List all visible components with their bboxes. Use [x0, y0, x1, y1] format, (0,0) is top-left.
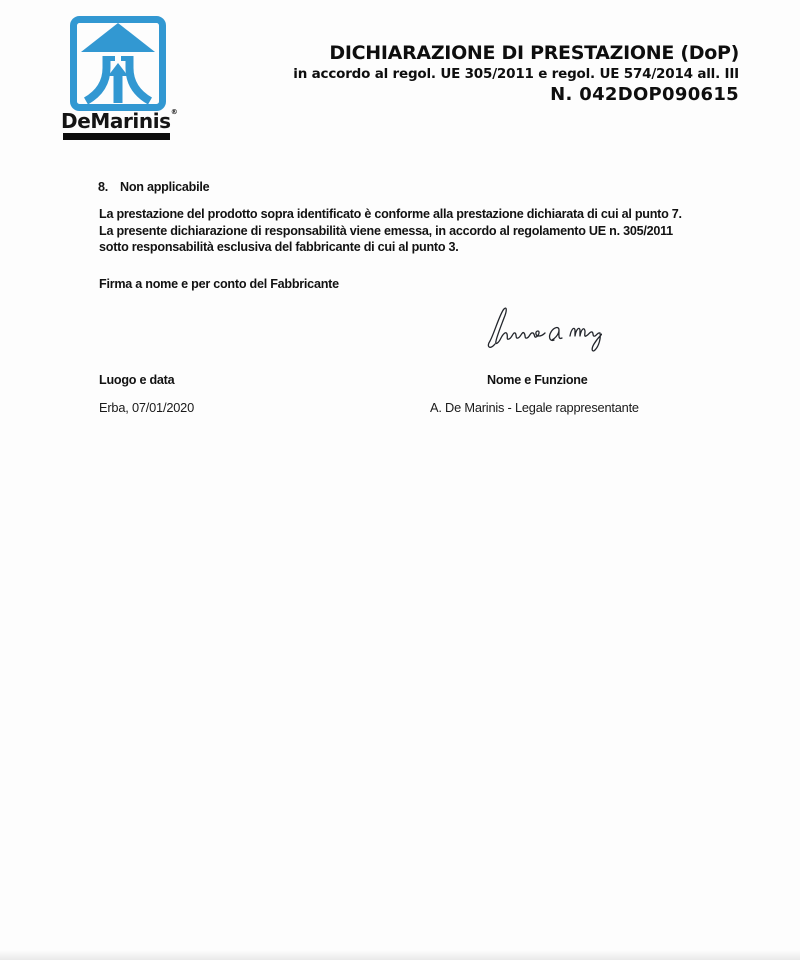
demarinis-logo-icon [70, 16, 166, 111]
document-header [293, 43, 739, 105]
paragraph-line: La presente dichiarazione di responsabilità viene emessa, in accordo al regolamento UE n. 305/2011 [99, 223, 673, 238]
signature-caption: Firma a nome e per conto del Fabbricante [99, 277, 339, 291]
brand-name: DeMarinis® [61, 108, 178, 133]
place-date-label: Luogo e data [99, 373, 175, 387]
page-bottom-shadow [0, 950, 800, 960]
list-item-number: 8. [98, 180, 109, 194]
place-date-value: Erba, 07/01/2020 [99, 400, 194, 415]
document-number: N. 042DOP090615 [550, 84, 739, 105]
declaration-paragraph [99, 206, 682, 256]
list-item-8 [98, 180, 209, 194]
brand-underline [63, 133, 170, 140]
paragraph-line: La prestazione del prodotto sopra identificato è conforme alla prestazione dichiarata di cui al punto 7. [99, 207, 682, 221]
registered-mark: ® [170, 108, 178, 116]
paragraph-line: sotto responsabilità esclusiva del fabbricante di cui al punto 3. [99, 240, 459, 255]
document-title: DICHIARAZIONE DI PRESTAZIONE (DoP) [329, 42, 739, 64]
name-function-label: Nome e Funzione [487, 373, 588, 387]
name-function-value: A. De Marinis - Legale rappresentante [430, 400, 639, 415]
signature-image [482, 300, 602, 352]
list-item-text: Non applicabile [120, 180, 210, 194]
document-subtitle: in accordo al regol. UE 305/2011 e regol. UE 574/2014 all. III [293, 66, 739, 82]
